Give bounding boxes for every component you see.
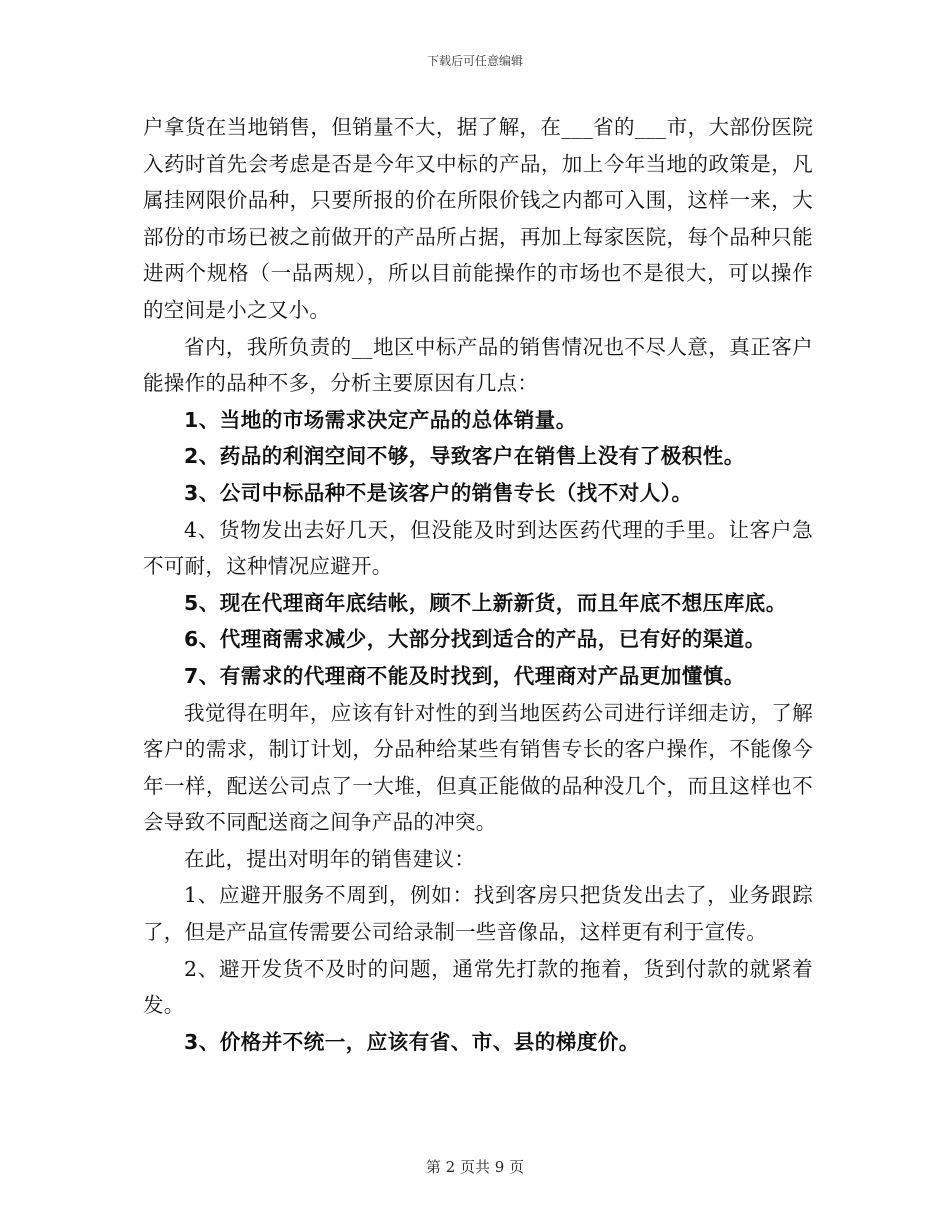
- suggestion-item-2: 2、避开发货不及时的问题，通常先打款的拖着，货到付款的就紧着发。: [143, 956, 813, 1018]
- document-body: [143, 109, 813, 1060]
- reason-item-2: 2、药品的利润空间不够，导致客户在销售上没有了极积性。: [184, 444, 745, 469]
- page-footer: 第 2 页共 9 页: [425, 1158, 525, 1176]
- reason-item-3: 3、公司中标品种不是该客户的销售专长（找不对人）。: [184, 480, 693, 505]
- suggestion-item-1: 1、应避开服务不周到，例如：找到客房只把货发出去了，业务跟踪了，但是产品宣传需要公司给录制一些音像品，这样更有利于宣传。: [143, 883, 813, 945]
- reason-item-4: 4、货物发出去好几天，但没能及时到达医药代理的手里。让客户急不可耐，这种情况应避开。: [143, 517, 813, 579]
- reason-item-6: 6、代理商需求减少，大部分找到适合的产品，已有好的渠道。: [184, 627, 766, 652]
- paragraph-province-sales: 省内，我所负责的__地区中标产品的销售情况也不尽人意，真正客户能操作的品种不多，分析主要原因有几点：: [143, 334, 813, 396]
- paragraph-market-situation: 户拿货在当地销售，但销量不大，据了解，在___省的___市，大部份医院入药时首先会考虑是否是今年又中标的产品，加上今年当地的政策是，凡属挂网限价品种，只要所报的价在所限价钱之内都可入围，这样一来，大部份的市场已被之前做开的产品所占据，再加上每家医院，每个品种只能进两个规格（一品两规），所以目前能操作的市场也不是很大，可以操作的空间是小之又小。: [143, 115, 813, 322]
- paragraph-suggestion-intro: 在此，提出对明年的销售建议：: [184, 846, 476, 871]
- page-header: 下载后可任意编辑: [426, 54, 523, 68]
- reason-item-1: 1、当地的市场需求决定产品的总体销量。: [184, 407, 577, 432]
- reason-item-7: 7、有需求的代理商不能及时找到，代理商对产品更加懂慎。: [184, 663, 745, 688]
- reason-item-5: 5、现在代理商年底结帐，顾不上新新货，而且年底不想压库底。: [184, 590, 787, 615]
- paragraph-next-year-plan: 我觉得在明年，应该有针对性的到当地医药公司进行详细走访，了解客户的需求，制订计划，分品种给某些有销售专长的客户操作，不能像今年一样，配送公司点了一大堆，但真正能做的品种没几个，而且这样也不会导致不同配送商之间争产品的冲突。: [143, 700, 813, 835]
- suggestion-item-3: 3、价格并不统一，应该有省、市、县的梯度价。: [184, 1029, 640, 1054]
